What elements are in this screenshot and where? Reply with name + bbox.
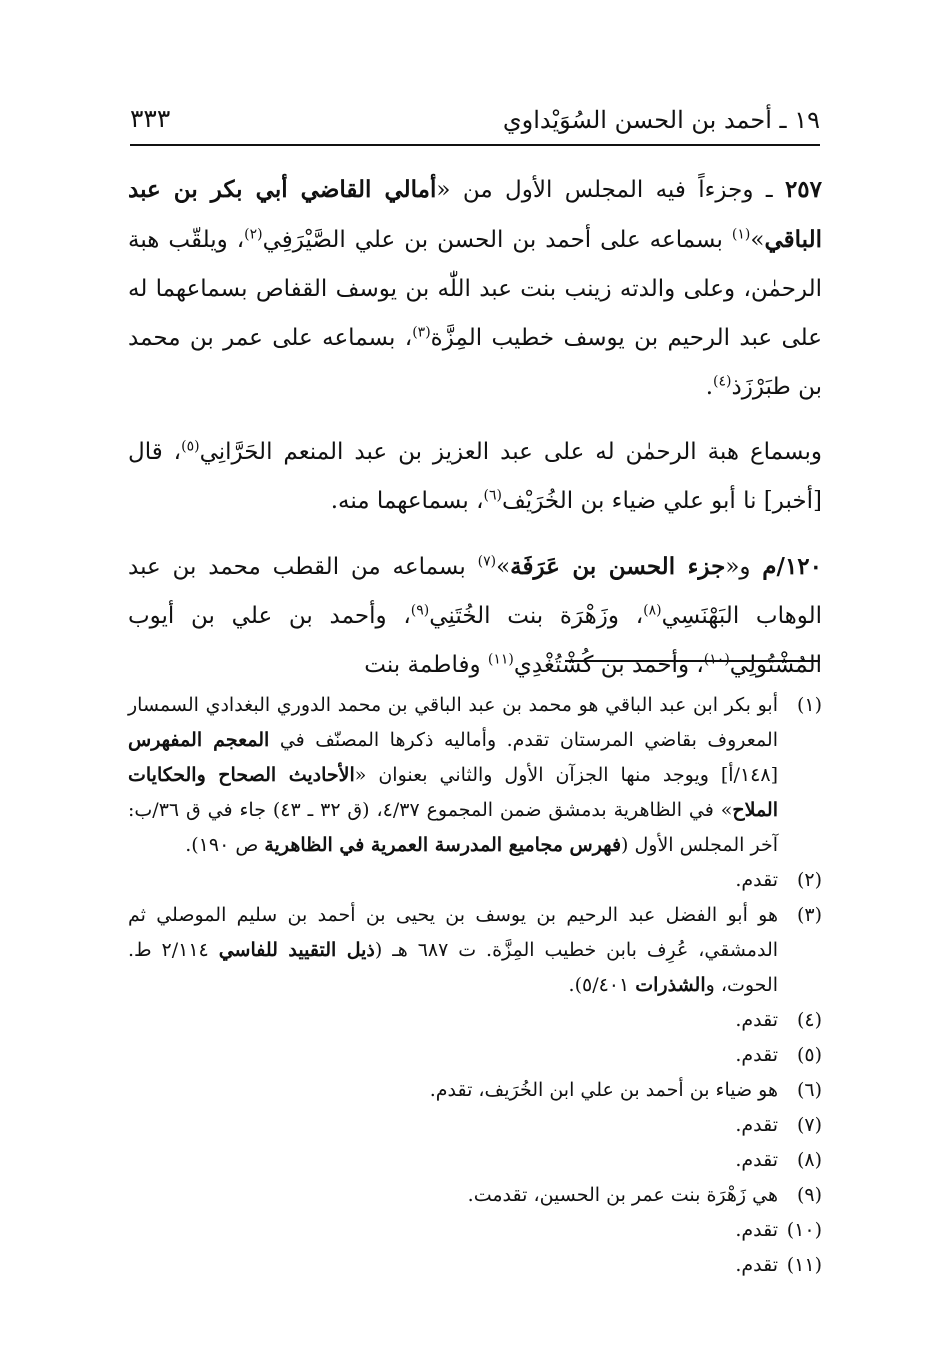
text-run: ص ١٩٠). — [185, 834, 265, 856]
cited-title: المعجم المفهرس — [128, 729, 270, 751]
footnote-text — [128, 1038, 778, 1073]
footnote — [128, 1038, 822, 1073]
footnote-ref: (٥) — [181, 438, 200, 455]
footnote — [128, 1073, 822, 1108]
paragraph-120m — [128, 542, 822, 690]
running-title: ١٩ ـ أحمد بن الحسن السُوَيْداوي — [502, 106, 820, 134]
page-number: ٣٣٣ — [130, 104, 171, 133]
text-run: ، وأحمد بن علي بن أيوب المُشْتُولِي — [128, 603, 822, 678]
footnote-text — [128, 1178, 778, 1213]
text-run: ، بسماعهما منه. — [330, 488, 484, 514]
footnote-ref: (٤) — [713, 373, 732, 390]
text-run: ، وزَهْرَة بنت الخُتَنِي — [429, 603, 644, 629]
running-head — [130, 100, 820, 146]
text-run: ـ وجزءاً فيه المجلس الأول من « — [436, 177, 785, 203]
footnote — [128, 898, 822, 1003]
footnote — [128, 1178, 822, 1213]
footnote-ref: (٧) — [477, 553, 497, 570]
entry-number: ١٢٠/م — [762, 553, 822, 580]
footnote-ref: (١٠) — [703, 651, 730, 668]
footnote — [128, 1143, 822, 1178]
entry-number: ٢٥٧ — [784, 176, 822, 203]
text-run: . — [705, 374, 714, 400]
footnote-number: (٧) — [796, 1114, 822, 1136]
footnote — [128, 1108, 822, 1143]
text-run: هو ضياء بن أحمد بن علي ابن الخُرَيف، تقدم. — [429, 1079, 778, 1101]
footnote — [128, 1003, 822, 1038]
footnote-number: (٤) — [796, 1009, 822, 1031]
footnote-text — [128, 863, 778, 898]
footnote-number: (٢) — [796, 869, 822, 891]
text-run: ، ويلقّب هبة الرحمٰن، وعلى والدته زينب بنت عبد اللّٰه بن يوسف القفاص بسماعهما له على عبد الرحيم بن يوسف خطيب المِزَّة — [128, 227, 822, 351]
footnote-ref: (٦) — [483, 487, 502, 504]
paragraph-257 — [128, 165, 822, 412]
text-run: » في الظاهرية بدمشق ضمن المجموع ٤/٣٧، (ق ٣٢ ـ ٤٣) جاء في ق ٣٦/ب: آخر المجلس الأول ( — [128, 799, 778, 856]
text-run: ٥/٤٠١). — [568, 974, 636, 996]
text-run: » — [496, 554, 511, 580]
footnote-text — [128, 1143, 778, 1178]
text-run: » — [750, 227, 765, 253]
footnote-ref: (٢) — [244, 226, 263, 243]
text-run: أبو بكر ابن عبد الباقي هو محمد بن عبد الباقي بن محمد الدوري البغدادي السمسار المعروف بقاضي المرستان تقدم. وأماليه ذكرها المصنّف في — [128, 694, 778, 751]
footnote-text — [128, 898, 778, 1003]
footnote-number: (٨) — [796, 1149, 822, 1171]
text-run: ، بسماعه على عمر بن محمد بن طبَرْزَذ — [128, 325, 822, 400]
footnote-ref: (٩) — [410, 602, 430, 619]
text-run: ٢/١١٤ ط. الحوت، و — [128, 939, 778, 996]
footnote-ref: (٨) — [643, 602, 662, 619]
footnotes — [128, 688, 822, 1283]
footnote-text — [128, 1248, 778, 1283]
footnote-number: (١١) — [786, 1254, 822, 1276]
footnote — [128, 1213, 822, 1248]
cited-title: الشذرات — [635, 974, 706, 996]
text-run: وفاطمة بنت — [364, 652, 488, 678]
text-run: هو أبو الفضل عبد الرحيم بن يوسف بن يحيى بن أحمد بن سليم الموصلي ثم الدمشقي، عُرِف بابن خطيب المِزَّة. ت ٦٨٧ هـ ( — [128, 904, 779, 961]
text-run: بسماعه من القطب محمد بن عبد الوهاب البَهْنَسِي — [128, 554, 823, 629]
footnote-ref: (٣) — [412, 324, 431, 341]
text-run: بسماعه على أحمد بن الحسن بن علي الصَّيْرَفِي — [262, 227, 732, 253]
paragraph-continuation — [128, 428, 822, 526]
text-run: تقدم. — [735, 1149, 778, 1171]
text-run: تقدم. — [735, 1219, 778, 1241]
footnote-text — [128, 1073, 778, 1108]
cited-title: الأحاديث الصحاح والحكايات الملاح — [128, 764, 778, 821]
footnote-divider — [565, 660, 820, 662]
text-run: وبسماع هبة الرحمٰن له على عبد العزيز بن عبد المنعم الحَرَّانِي — [199, 439, 823, 465]
book-title: جزء الحسن بن عَرَفَة — [510, 553, 726, 580]
text-run: تقدم. — [735, 1009, 778, 1031]
text-run: تقدم. — [735, 1114, 778, 1136]
footnote-text — [128, 1213, 778, 1248]
text-run: تقدم. — [735, 1044, 778, 1066]
text-run: تقدم. — [735, 1254, 778, 1276]
footnote-ref: (١) — [731, 226, 751, 243]
main-text — [128, 165, 822, 706]
footnote — [128, 688, 822, 863]
text-run: تقدم. — [735, 869, 778, 891]
footnote-number: (٩) — [796, 1184, 822, 1206]
text-run: ، وأحمد بن كُشْتُغْدِي — [513, 652, 704, 678]
footnote-text — [128, 1108, 778, 1143]
footnote-text — [128, 1003, 778, 1038]
footnote-text — [128, 688, 778, 863]
book-title: أمالي القاضي أبي بكر بن عبد الباقي — [128, 176, 822, 253]
cited-title: ذيل التقييد للفاسي — [218, 939, 375, 961]
footnote — [128, 863, 822, 898]
text-run: ، قال [أخبر] نا أبو علي ضياء بن الخُرَيْف — [128, 439, 822, 514]
text-run: هي زَهْرَة بنت عمر بن الحسين، تقدمت. — [467, 1184, 778, 1206]
footnote — [128, 1248, 822, 1283]
footnote-ref: (١١) — [487, 651, 514, 668]
cited-title: فهرس مجاميع المدرسة العمرية في الظاهرية — [264, 834, 622, 856]
footnote-number: (١٠) — [786, 1219, 822, 1241]
text-run: [١٤٨/أ] ويوجد منها الجزآن الأول والثاني بعنوان « — [354, 764, 779, 786]
footnote-number: (٦) — [796, 1079, 822, 1101]
footnote-number: (٥) — [796, 1044, 822, 1066]
text-run: و« — [725, 554, 763, 580]
footnote-number: (١) — [796, 694, 822, 716]
footnote-number: (٣) — [796, 904, 822, 926]
